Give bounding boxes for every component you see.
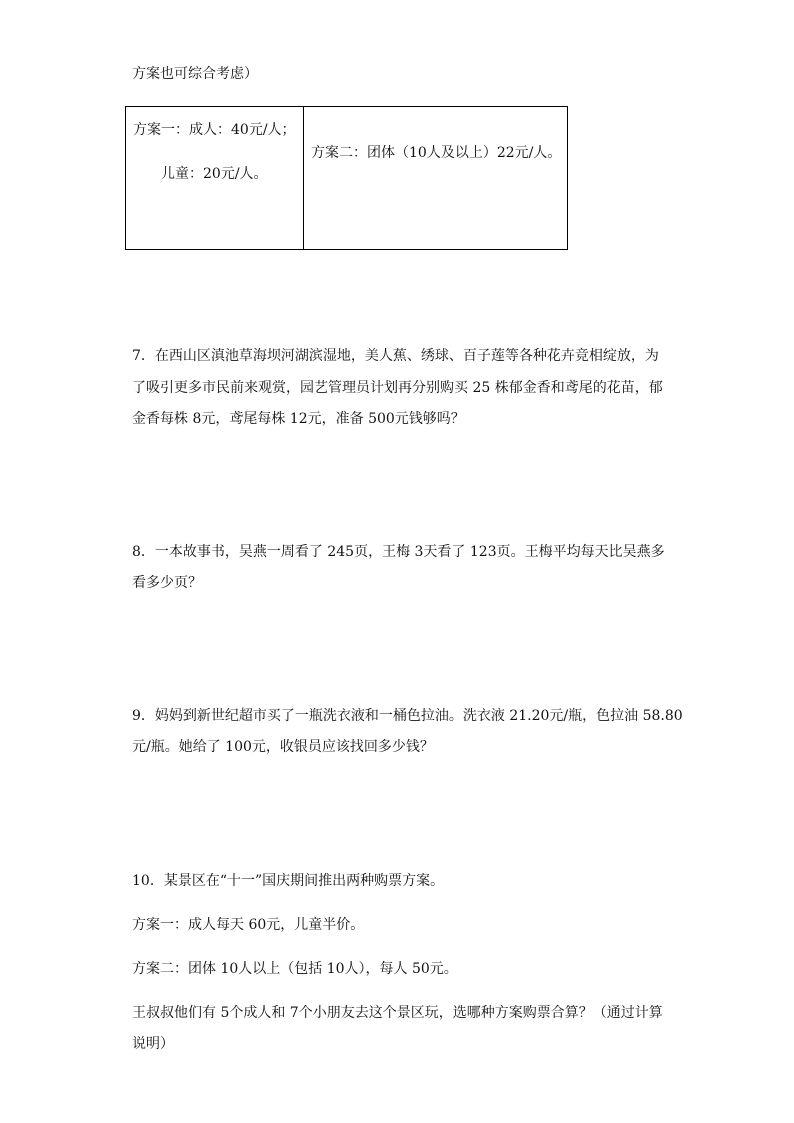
- question-10-plan-1: 方案一：成人每天 60元，儿童半价。: [132, 917, 365, 933]
- question-8-line-2: 看多少页？: [132, 575, 202, 591]
- ticket-plan-table: [125, 106, 568, 250]
- plan1-cell: [126, 107, 304, 250]
- question-10-line-4: 王叔叔他们有 5个成人和 7个小朋友去这个景区玩，选哪种方案购票合算？（通过计算: [132, 1005, 663, 1021]
- question-7-line-1: 7．在西山区滇池草海坝河湖滨湿地，美人蕉、绣球、百子莲等各种花卉竞相绽放，为: [132, 348, 659, 364]
- plan2-cell: [304, 107, 568, 250]
- question-9-line-1: 9．妈妈到新世纪超市买了一瓶洗衣液和一桶色拉油。洗衣液 21.20元/瓶，色拉油 58.80: [132, 708, 683, 724]
- question-7-line-3: 金香每株 8元，鸢尾每株 12元，准备 500元钱够吗？: [132, 411, 465, 427]
- intro-tail-text: 方案也可综合考虑）: [132, 66, 258, 82]
- plan2-group-price: 方案二：团体（10人及以上）22元/人。: [311, 145, 562, 161]
- question-10-line-1: 10．某景区在“十一”国庆期间推出两种购票方案。: [132, 873, 445, 889]
- question-10-line-5: 说明）: [132, 1036, 174, 1052]
- question-7-line-2: 了吸引更多市民前来观赏，园艺管理员计划再分别购买 25 株郁金香和鸢尾的花苗，郁: [132, 380, 663, 396]
- plan1-adult-price: 方案一：成人：40元/人；: [133, 122, 296, 138]
- question-8-line-1: 8．一本故事书，吴燕一周看了 245页，王梅 3天看了 123页。王梅平均每天比吴燕多: [132, 544, 665, 560]
- question-9-line-2: 元/瓶。她给了 100元，收银员应该找回多少钱？: [132, 739, 434, 755]
- plan1-child-price: 儿童：20元/人。: [161, 166, 268, 182]
- question-10-plan-2: 方案二：团体 10人以上（包括 10人），每人 50元。: [132, 961, 458, 977]
